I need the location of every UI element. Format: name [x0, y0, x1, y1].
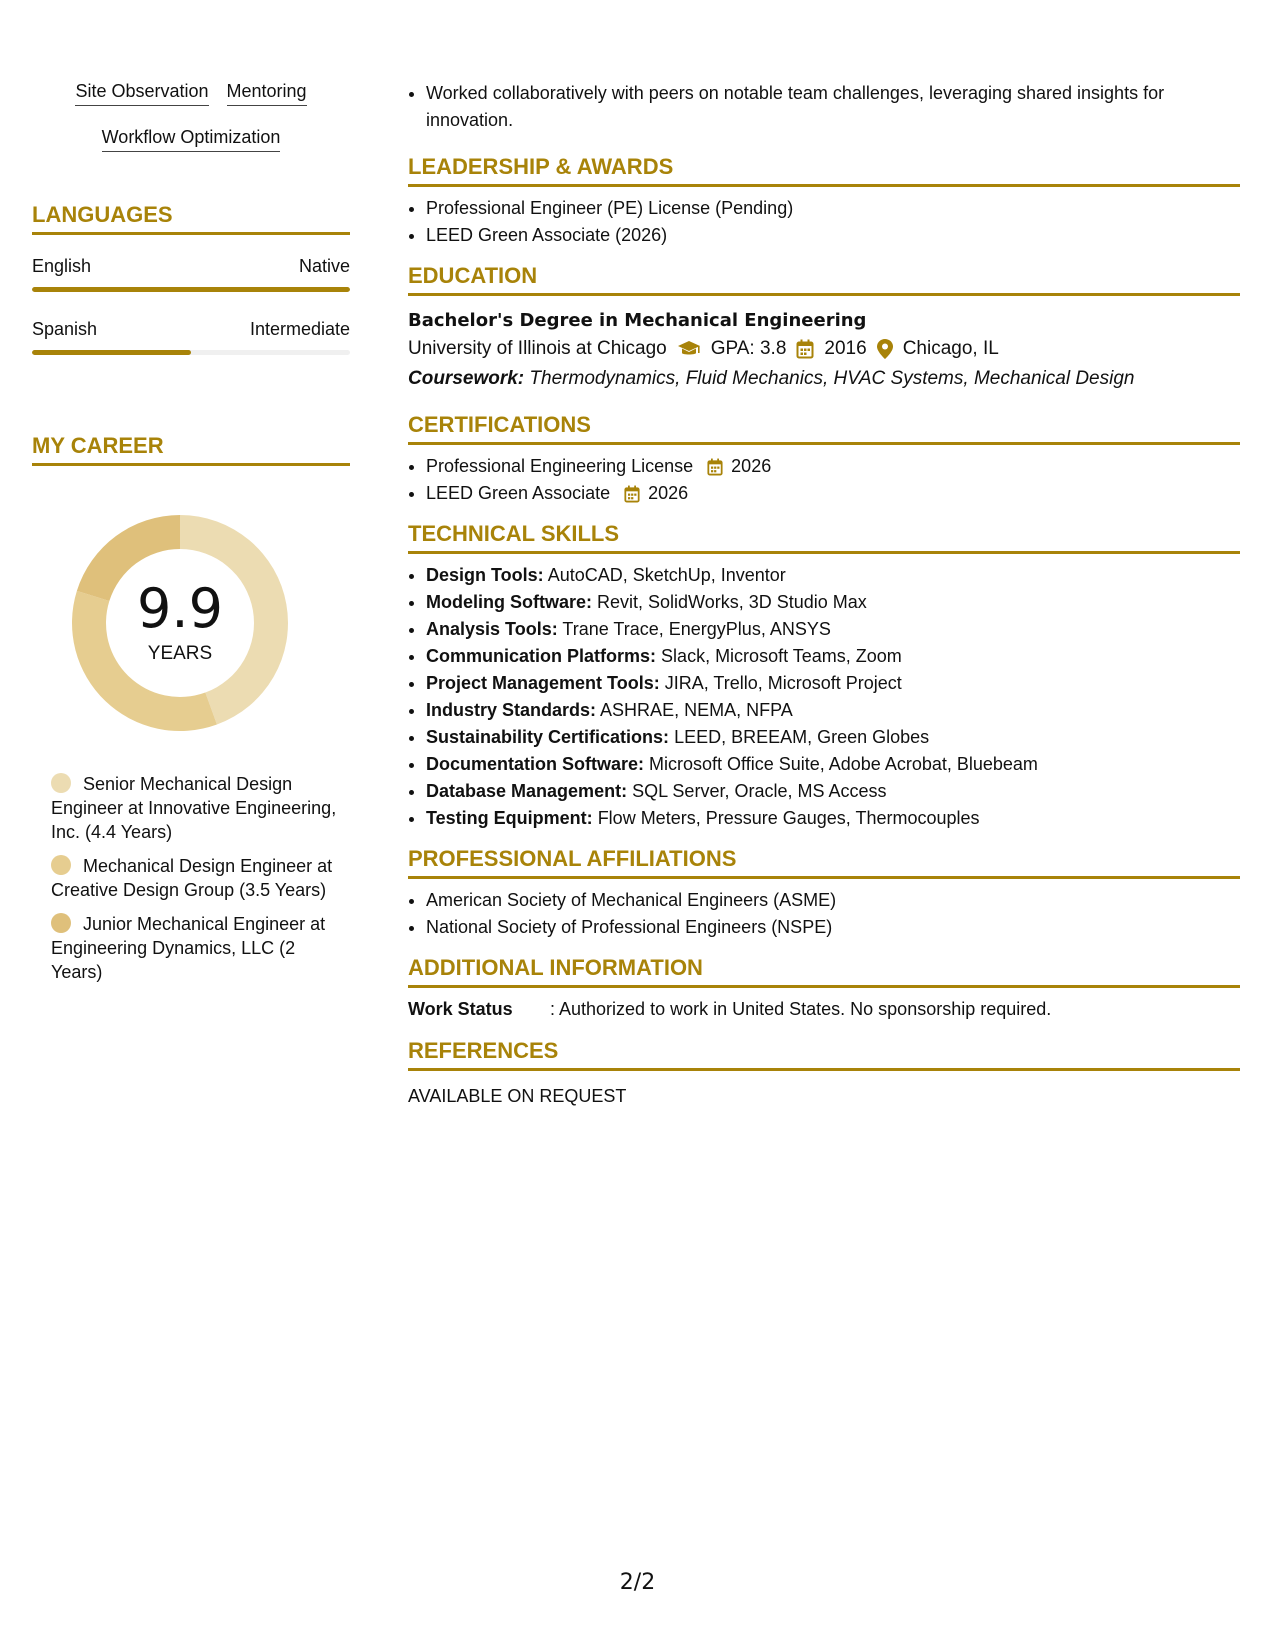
certification-year: 2026 — [731, 456, 772, 476]
certification-year: 2026 — [648, 483, 689, 503]
list-item: • LEED Green Associate (2026) — [426, 222, 1240, 249]
career-donut-chart — [67, 510, 293, 736]
map-pin-icon — [877, 339, 893, 359]
skill-category-label: Design Tools: — [426, 565, 544, 585]
language-bar-fill — [32, 287, 350, 292]
language-item — [32, 318, 350, 355]
skill-category-label: Project Management Tools: — [426, 673, 660, 693]
technical-skills-list — [408, 562, 1240, 832]
language-name: English — [32, 256, 92, 276]
right-column — [408, 80, 1240, 1107]
school-location: Chicago, IL — [902, 338, 999, 359]
language-bar — [32, 287, 350, 292]
coursework-label: Coursework: — [408, 368, 525, 389]
leadership-heading: LEADERSHIP & AWARDS — [408, 154, 1240, 187]
skill-category-value: SQL Server, Oracle, MS Access — [632, 781, 887, 801]
leadership-section — [408, 154, 1240, 249]
experience-bullets — [408, 80, 1240, 134]
language-level: Intermediate — [249, 319, 350, 339]
skill-category-value: Revit, SolidWorks, 3D Studio Max — [597, 592, 867, 612]
career-legend-item — [51, 772, 350, 844]
list-item — [426, 751, 1240, 778]
work-status-label: Work Status — [408, 999, 513, 1019]
language-name: Spanish — [32, 319, 98, 339]
skill-category-value: Slack, Microsoft Teams, Zoom — [661, 646, 902, 666]
list-item: • Professional Engineer (PE) License (Pending) — [426, 195, 1240, 222]
list-item — [426, 724, 1240, 751]
career-heading: MY CAREER — [32, 433, 350, 466]
language-level: Native — [298, 256, 350, 276]
list-item — [426, 616, 1240, 643]
skill-tags-row — [32, 126, 350, 152]
skill-category-label: Communication Platforms: — [426, 646, 657, 666]
list-item — [426, 480, 1240, 507]
skill-category-value: Microsoft Office Suite, Adobe Acrobat, Bluebeam — [649, 754, 1038, 774]
skill-category-value: JIRA, Trello, Microsoft Project — [664, 673, 902, 693]
references-section — [408, 1038, 1240, 1107]
certifications-heading: CERTIFICATIONS — [408, 412, 1240, 445]
legend-dot-icon — [51, 855, 71, 875]
technical-skills-section — [408, 521, 1240, 832]
education-section — [408, 263, 1240, 394]
career-legend-item — [51, 854, 350, 902]
list-item — [426, 697, 1240, 724]
list-item — [426, 643, 1240, 670]
skill-tag: Site Observation — [75, 80, 208, 106]
certification-name: • LEED Green Associate — [426, 483, 611, 503]
career-legend-label: Senior Mechanical Design Engineer at Innovative Engineering, Inc. (4.4 Years) — [51, 774, 337, 842]
career-total-unit: YEARS — [147, 643, 213, 664]
languages-heading: LANGUAGES — [32, 202, 350, 235]
skill-category-label: Documentation Software: — [426, 754, 645, 774]
list-item — [426, 589, 1240, 616]
certifications-section — [408, 412, 1240, 507]
calendar-icon — [707, 458, 723, 476]
work-status-value: : Authorized to work in United States. No sponsorship required. — [550, 999, 1052, 1019]
affiliations-section — [408, 846, 1240, 941]
certification-name: • Professional Engineering License — [426, 456, 694, 476]
degree-title: Bachelor's Degree in Mechanical Engineering — [408, 310, 867, 331]
career-legend-label: Junior Mechanical Engineer at Engineering Dynamics, LLC (2 Years) — [51, 914, 326, 982]
education-heading: EDUCATION — [408, 263, 1240, 296]
skill-tags-row — [32, 80, 350, 106]
skill-category-value: AutoCAD, SketchUp, Inventor — [547, 565, 786, 585]
skill-category-label: Database Management: — [426, 781, 628, 801]
skill-category-value: Trane Trace, EnergyPlus, ANSYS — [562, 619, 831, 639]
skill-category-label: Testing Equipment: — [426, 808, 593, 828]
skill-category-value: Flow Meters, Pressure Gauges, Thermocouples — [597, 808, 980, 828]
list-item — [426, 805, 1240, 832]
language-item — [32, 255, 350, 292]
career-total-value: 9.9 — [137, 577, 223, 640]
legend-dot-icon — [51, 913, 71, 933]
language-bar-fill — [32, 350, 191, 355]
technical-skills-heading: TECHNICAL SKILLS — [408, 521, 1240, 554]
language-bar — [32, 350, 350, 355]
page-number: 2/2 — [619, 1570, 656, 1595]
skill-category-value: ASHRAE, NEMA, NFPA — [600, 700, 793, 720]
left-column — [32, 80, 350, 994]
list-item — [426, 453, 1240, 480]
additional-info-section — [408, 955, 1240, 1020]
gpa: GPA: 3.8 — [710, 338, 787, 359]
references-heading: REFERENCES — [408, 1038, 1240, 1071]
skill-tag: Mentoring — [227, 80, 307, 106]
skill-tag: Workflow Optimization — [102, 126, 281, 152]
list-item: • National Society of Professional Engineers (NSPE) — [426, 914, 1240, 941]
career-legend-item — [51, 912, 350, 984]
coursework — [408, 364, 1240, 394]
additional-info-heading: ADDITIONAL INFORMATION — [408, 955, 1240, 988]
list-item: • Worked collaboratively with peers on notable team challenges, leveraging shared insights for innovation. — [426, 80, 1240, 134]
skill-category-value: LEED, BREEAM, Green Globes — [674, 727, 930, 747]
career-legend — [32, 772, 350, 984]
coursework-list: Thermodynamics, Fluid Mechanics, HVAC Systems, Mechanical Design — [529, 368, 1135, 389]
references-text: AVAILABLE ON REQUEST — [408, 1086, 627, 1106]
list-item — [426, 562, 1240, 589]
list-item: • American Society of Mechanical Engineers (ASME) — [426, 887, 1240, 914]
skill-category-label: Sustainability Certifications: — [426, 727, 670, 747]
graduation-cap-icon — [677, 340, 701, 358]
skill-category-label: Industry Standards: — [426, 700, 597, 720]
calendar-icon — [796, 339, 814, 359]
affiliations-heading: PROFESSIONAL AFFILIATIONS — [408, 846, 1240, 879]
education-details — [408, 334, 1240, 364]
career-legend-label: Mechanical Design Engineer at Creative Design Group (3.5 Years) — [51, 856, 333, 900]
list-item — [426, 670, 1240, 697]
school-name: University of Illinois at Chicago — [408, 338, 667, 359]
skill-category-label: Modeling Software: — [426, 592, 592, 612]
list-item — [426, 778, 1240, 805]
graduation-year: 2016 — [824, 338, 867, 359]
calendar-icon — [624, 485, 640, 503]
legend-dot-icon — [51, 773, 71, 793]
skill-category-label: Analysis Tools: — [426, 619, 558, 639]
